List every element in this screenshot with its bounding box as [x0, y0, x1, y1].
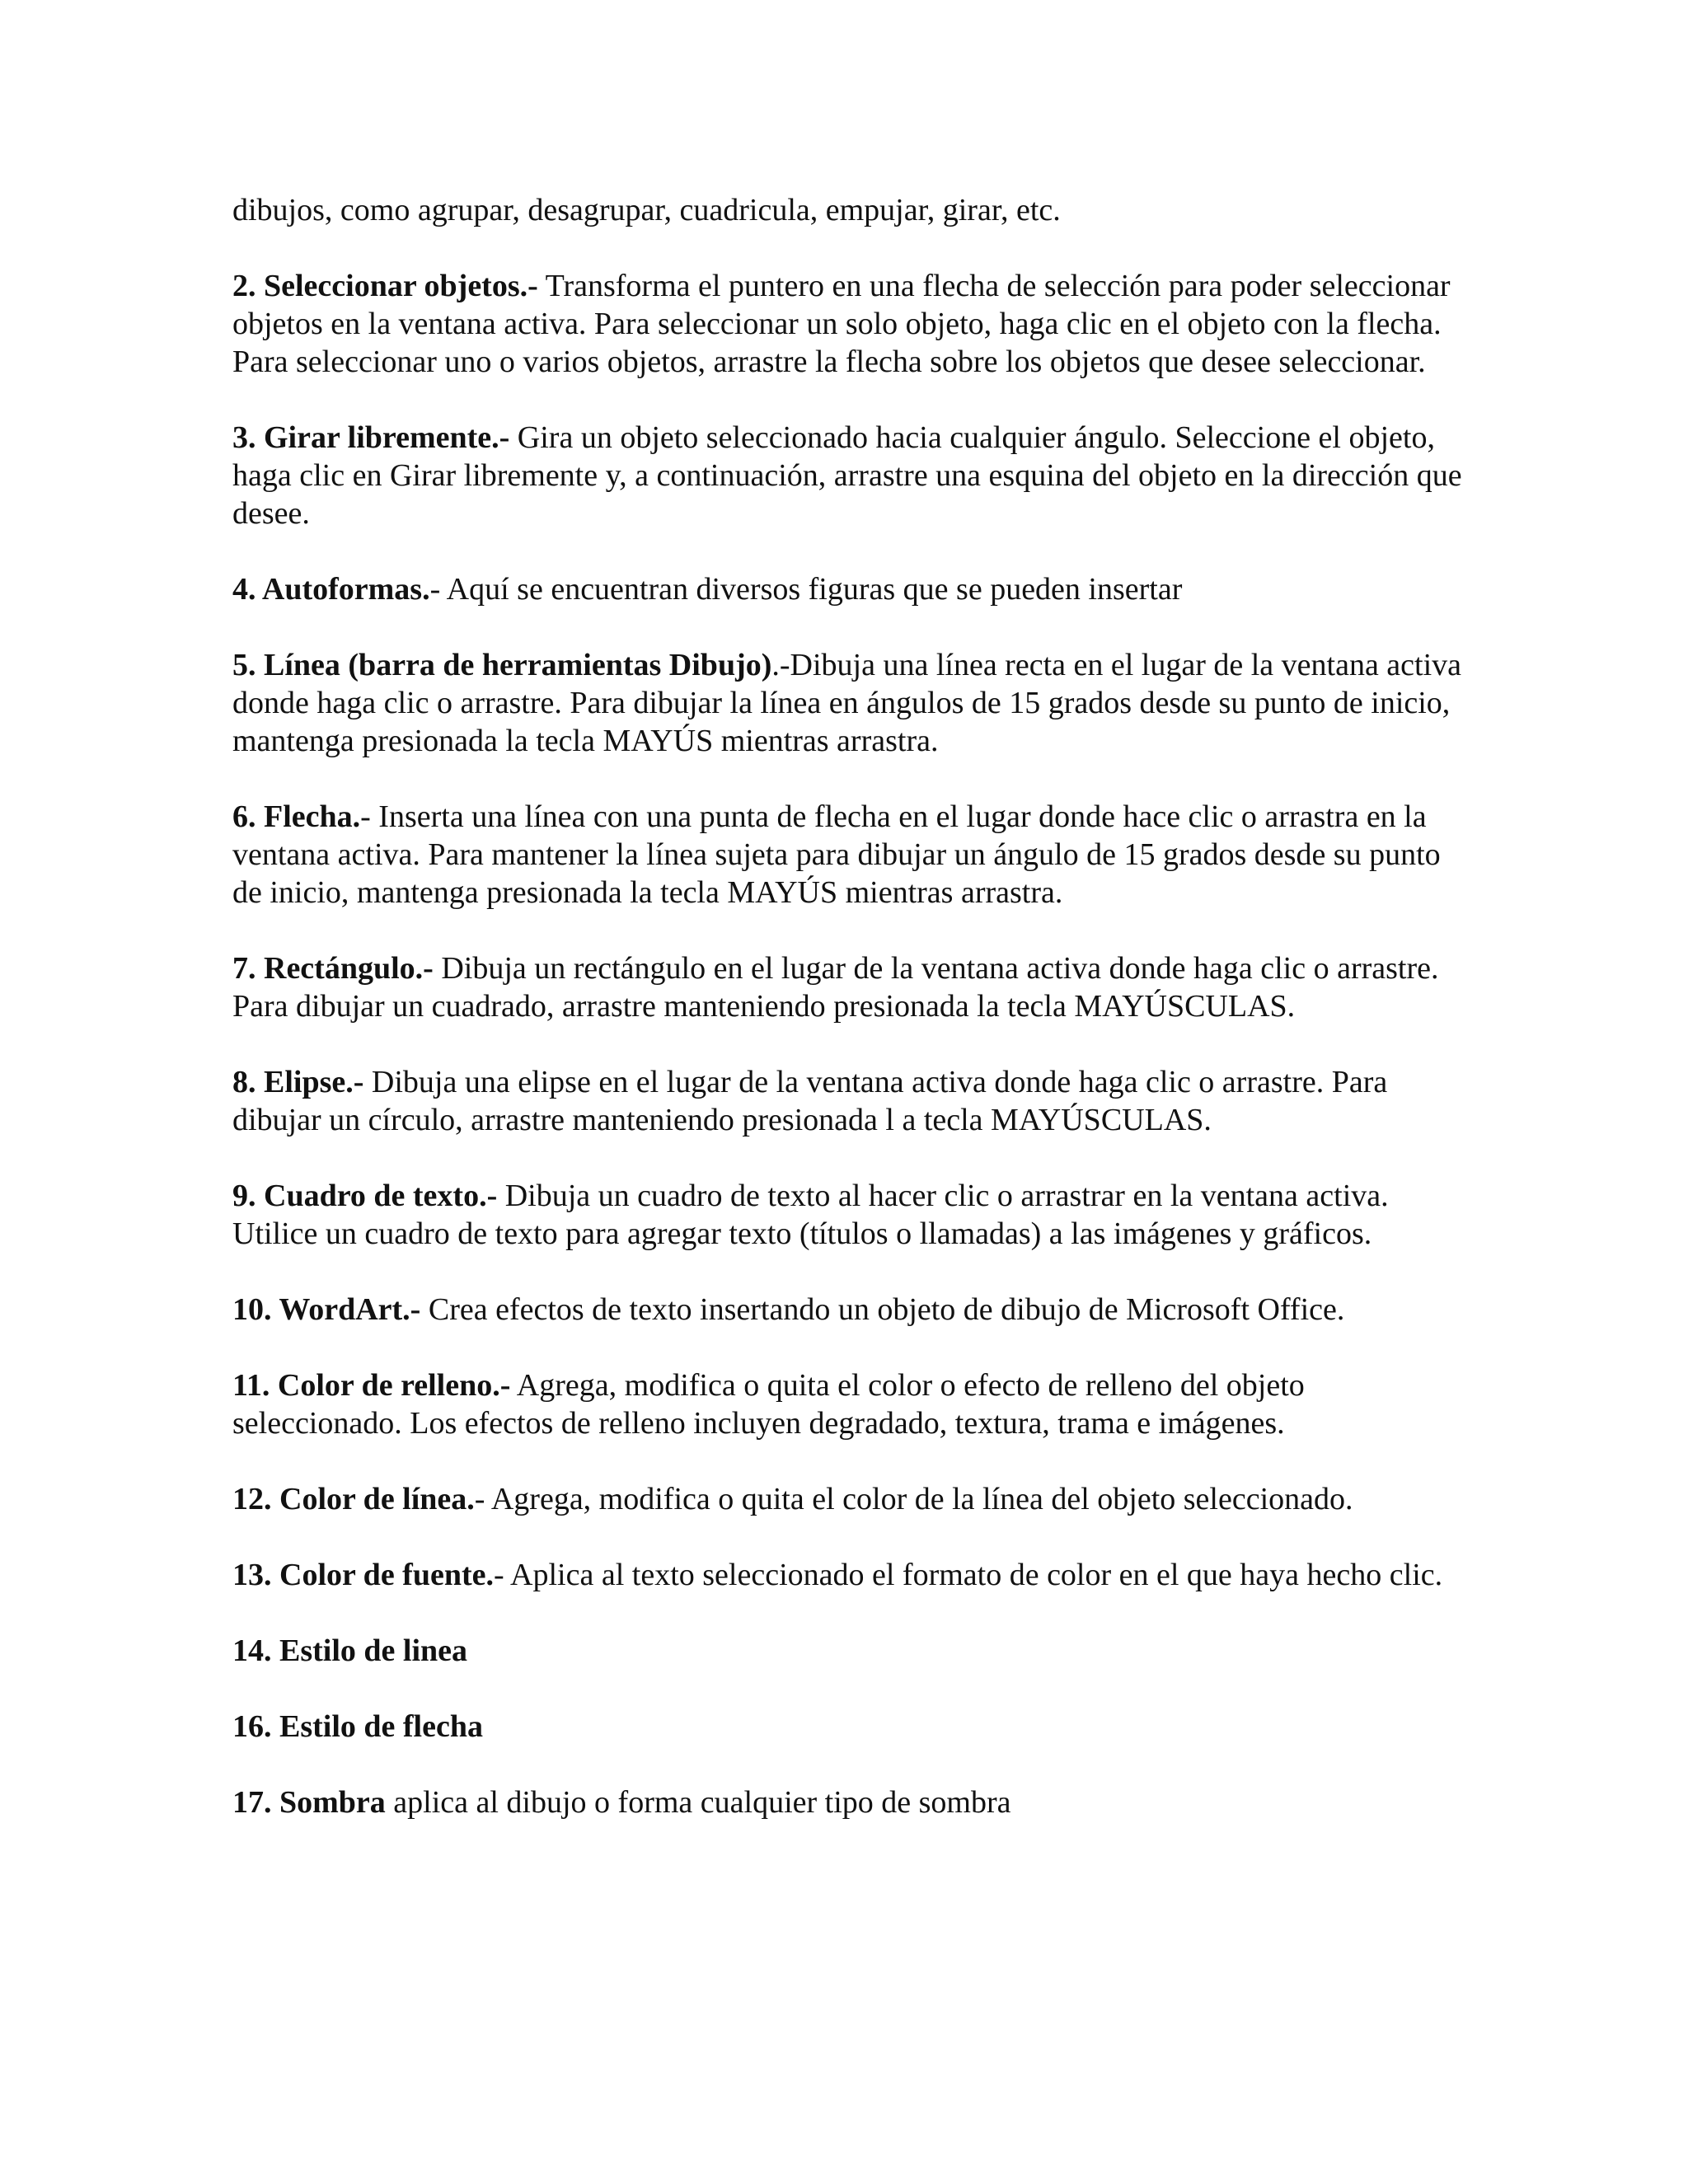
paragraph-text: Transforma el puntero en una flecha de selección para poder seleccionar objetos en la ventana activa. Para seleccionar un solo objeto, haga clic en el objeto con la flecha. Para seleccionar uno o varios objetos, arrastre la flecha sobre los objetos que desee seleccionar. [232, 269, 1451, 379]
paragraph-heading: 17. Sombra [232, 1785, 386, 1820]
paragraph-text: Dibuja una elipse en el lugar de la ventana activa donde haga clic o arrastre. Para dibujar un círculo, arrastre manteniendo presionada l a tecla MAYÚSCULAS. [232, 1065, 1388, 1137]
paragraph-text: Crea efectos de texto insertando un objeto de dibujo de Microsoft Office. [420, 1292, 1345, 1327]
paragraph-text: Dibuja un cuadro de texto al hacer clic o arrastrar en la ventana activa. Utilice un cuadro de texto para agregar texto (títulos o llamadas) a las imágenes y gráficos. [232, 1179, 1389, 1251]
paragraph-color-de-linea [232, 1480, 1469, 1518]
paragraph-heading: 2. Seleccionar objetos.- [232, 269, 538, 303]
paragraph-color-de-fuente [232, 1556, 1469, 1594]
paragraph-heading: 14. Estilo de linea [232, 1633, 468, 1668]
paragraph-text: - Aquí se encuentran diversos figuras que se pueden insertar [429, 572, 1183, 607]
paragraph-text: - Inserta una línea con una punta de flecha en el lugar donde hace clic o arrastra en la ventana activa. Para mantener la línea sujeta para dibujar un ángulo de 15 grados desde su punto de inicio, mantenga presionada la tecla MAYÚS mientras arrastra. [232, 799, 1441, 910]
paragraph-cuadro-de-texto [232, 1177, 1469, 1253]
paragraph-heading: 4. Autoformas. [232, 572, 430, 607]
paragraph-rectangulo [232, 949, 1469, 1025]
paragraph-elipse [232, 1063, 1469, 1139]
paragraph-sombra [232, 1783, 1469, 1821]
paragraph-text: Gira un objeto seleccionado hacia cualquier ángulo. Seleccione el objeto, haga clic en Girar libremente y, a continuación, arrastre una esquina del objeto en la dirección que desee. [232, 420, 1462, 531]
paragraph-color-de-relleno [232, 1366, 1469, 1442]
paragraph-heading: 13. Color de fuente. [232, 1558, 494, 1592]
paragraph-estilo-de-flecha [232, 1708, 1469, 1746]
paragraph-intro [232, 191, 1469, 229]
paragraph-heading: 9. Cuadro de texto.- [232, 1179, 498, 1213]
paragraph-text: - Aplica al texto seleccionado el formato de color en el que haya hecho clic. [494, 1558, 1443, 1592]
paragraph-estilo-de-linea [232, 1632, 1469, 1670]
paragraph-girar-libremente [232, 419, 1469, 532]
paragraph-heading: 6. Flecha. [232, 799, 361, 834]
paragraph-heading: 5. Línea (barra de herramientas Dibujo) [232, 648, 772, 682]
paragraph-autoformas [232, 570, 1469, 608]
paragraph-heading: 11. Color de relleno.- [232, 1368, 511, 1403]
paragraph-heading: 3. Girar libremente.- [232, 420, 510, 455]
paragraph-wordart [232, 1291, 1469, 1329]
paragraph-text: aplica al dibujo o forma cualquier tipo de sombra [385, 1785, 1011, 1820]
paragraph-text: Dibuja un rectángulo en el lugar de la ventana activa donde haga clic o arrastre. Para dibujar un cuadrado, arrastre manteniendo presionada la tecla MAYÚSCULAS. [232, 951, 1439, 1024]
paragraph-linea [232, 646, 1469, 760]
paragraph-heading: 8. Elipse.- [232, 1065, 364, 1099]
paragraph-text: - Agrega, modifica o quita el color de la línea del objeto seleccionado. [474, 1482, 1353, 1516]
document-body [232, 191, 1469, 1859]
paragraph-heading: 16. Estilo de flecha [232, 1709, 483, 1744]
paragraph-heading: 10. WordArt.- [232, 1292, 421, 1327]
paragraph-heading: 7. Rectángulo.- [232, 951, 434, 986]
paragraph-flecha [232, 798, 1469, 912]
paragraph-text: Agrega, modifica o quita el color o efecto de relleno del objeto seleccionado. Los efectos de relleno incluyen degradado, textura, trama e imágenes. [232, 1368, 1305, 1441]
paragraph-seleccionar-objetos [232, 267, 1469, 381]
paragraph-text: .-Dibuja una línea recta en el lugar de la ventana activa donde haga clic o arrastre. Para dibujar la línea en ángulos de 15 grados desde su punto de inicio, mantenga presionada la tecla MAYÚS mientras arrastra. [232, 648, 1462, 758]
paragraph-heading: 12. Color de línea. [232, 1482, 475, 1516]
paragraph-text: dibujos, como agrupar, desagrupar, cuadricula, empujar, girar, etc. [232, 193, 1061, 227]
